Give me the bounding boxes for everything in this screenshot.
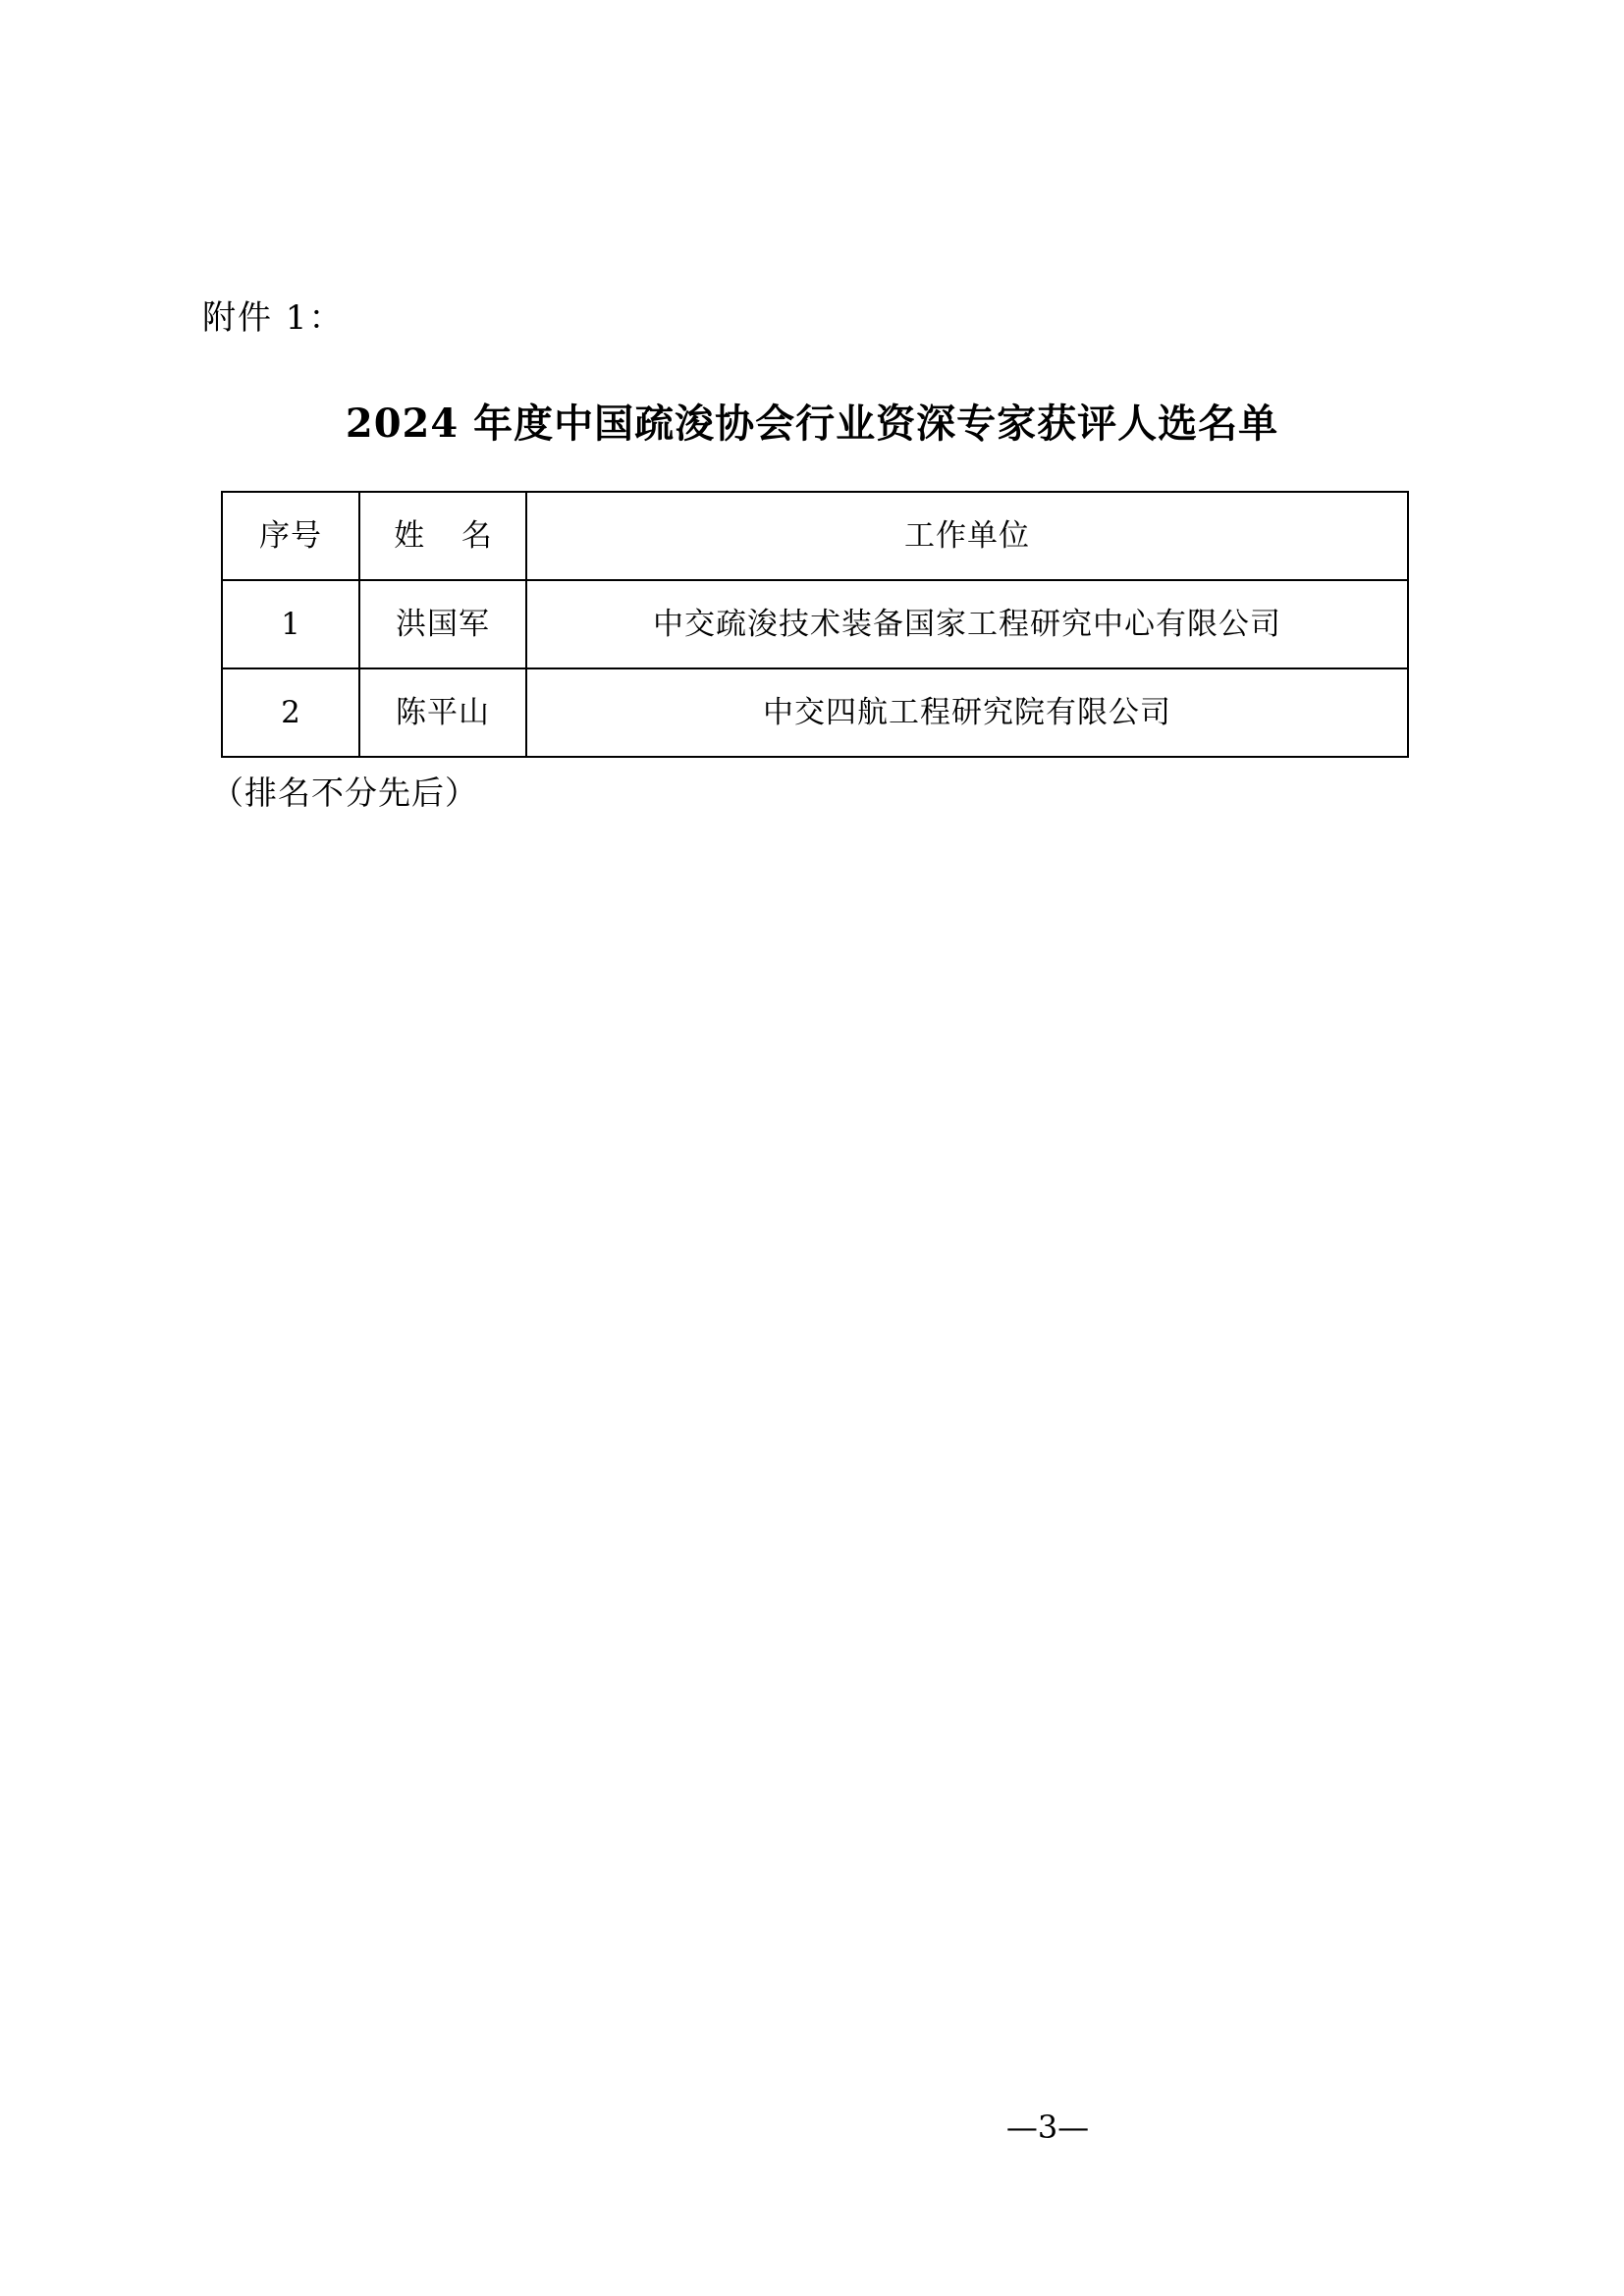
page-title: 2024 年度中国疏浚协会行业资深专家获评人选名单 xyxy=(345,400,1279,447)
table-header-row xyxy=(222,492,1408,580)
page-number: —3— xyxy=(1005,2109,1090,2146)
cell-name: 陈平山 xyxy=(359,668,526,757)
table-header-name: 姓 名 xyxy=(359,492,526,580)
cell-unit: 中交四航工程研究院有限公司 xyxy=(526,668,1408,757)
table-row xyxy=(222,580,1408,668)
cell-seq: 1 xyxy=(222,580,359,668)
attachment-label: 附件 1： xyxy=(202,298,345,338)
cell-unit: 中交疏浚技术装备国家工程研究中心有限公司 xyxy=(526,580,1408,668)
table-header-unit: 工作单位 xyxy=(526,492,1408,580)
cell-seq: 2 xyxy=(222,668,359,757)
cell-name: 洪国军 xyxy=(359,580,526,668)
table-row xyxy=(222,668,1408,757)
table-header-seq: 序号 xyxy=(222,492,359,580)
expert-list-table xyxy=(221,491,1409,758)
ranking-note: （排名不分先后） xyxy=(211,774,478,812)
